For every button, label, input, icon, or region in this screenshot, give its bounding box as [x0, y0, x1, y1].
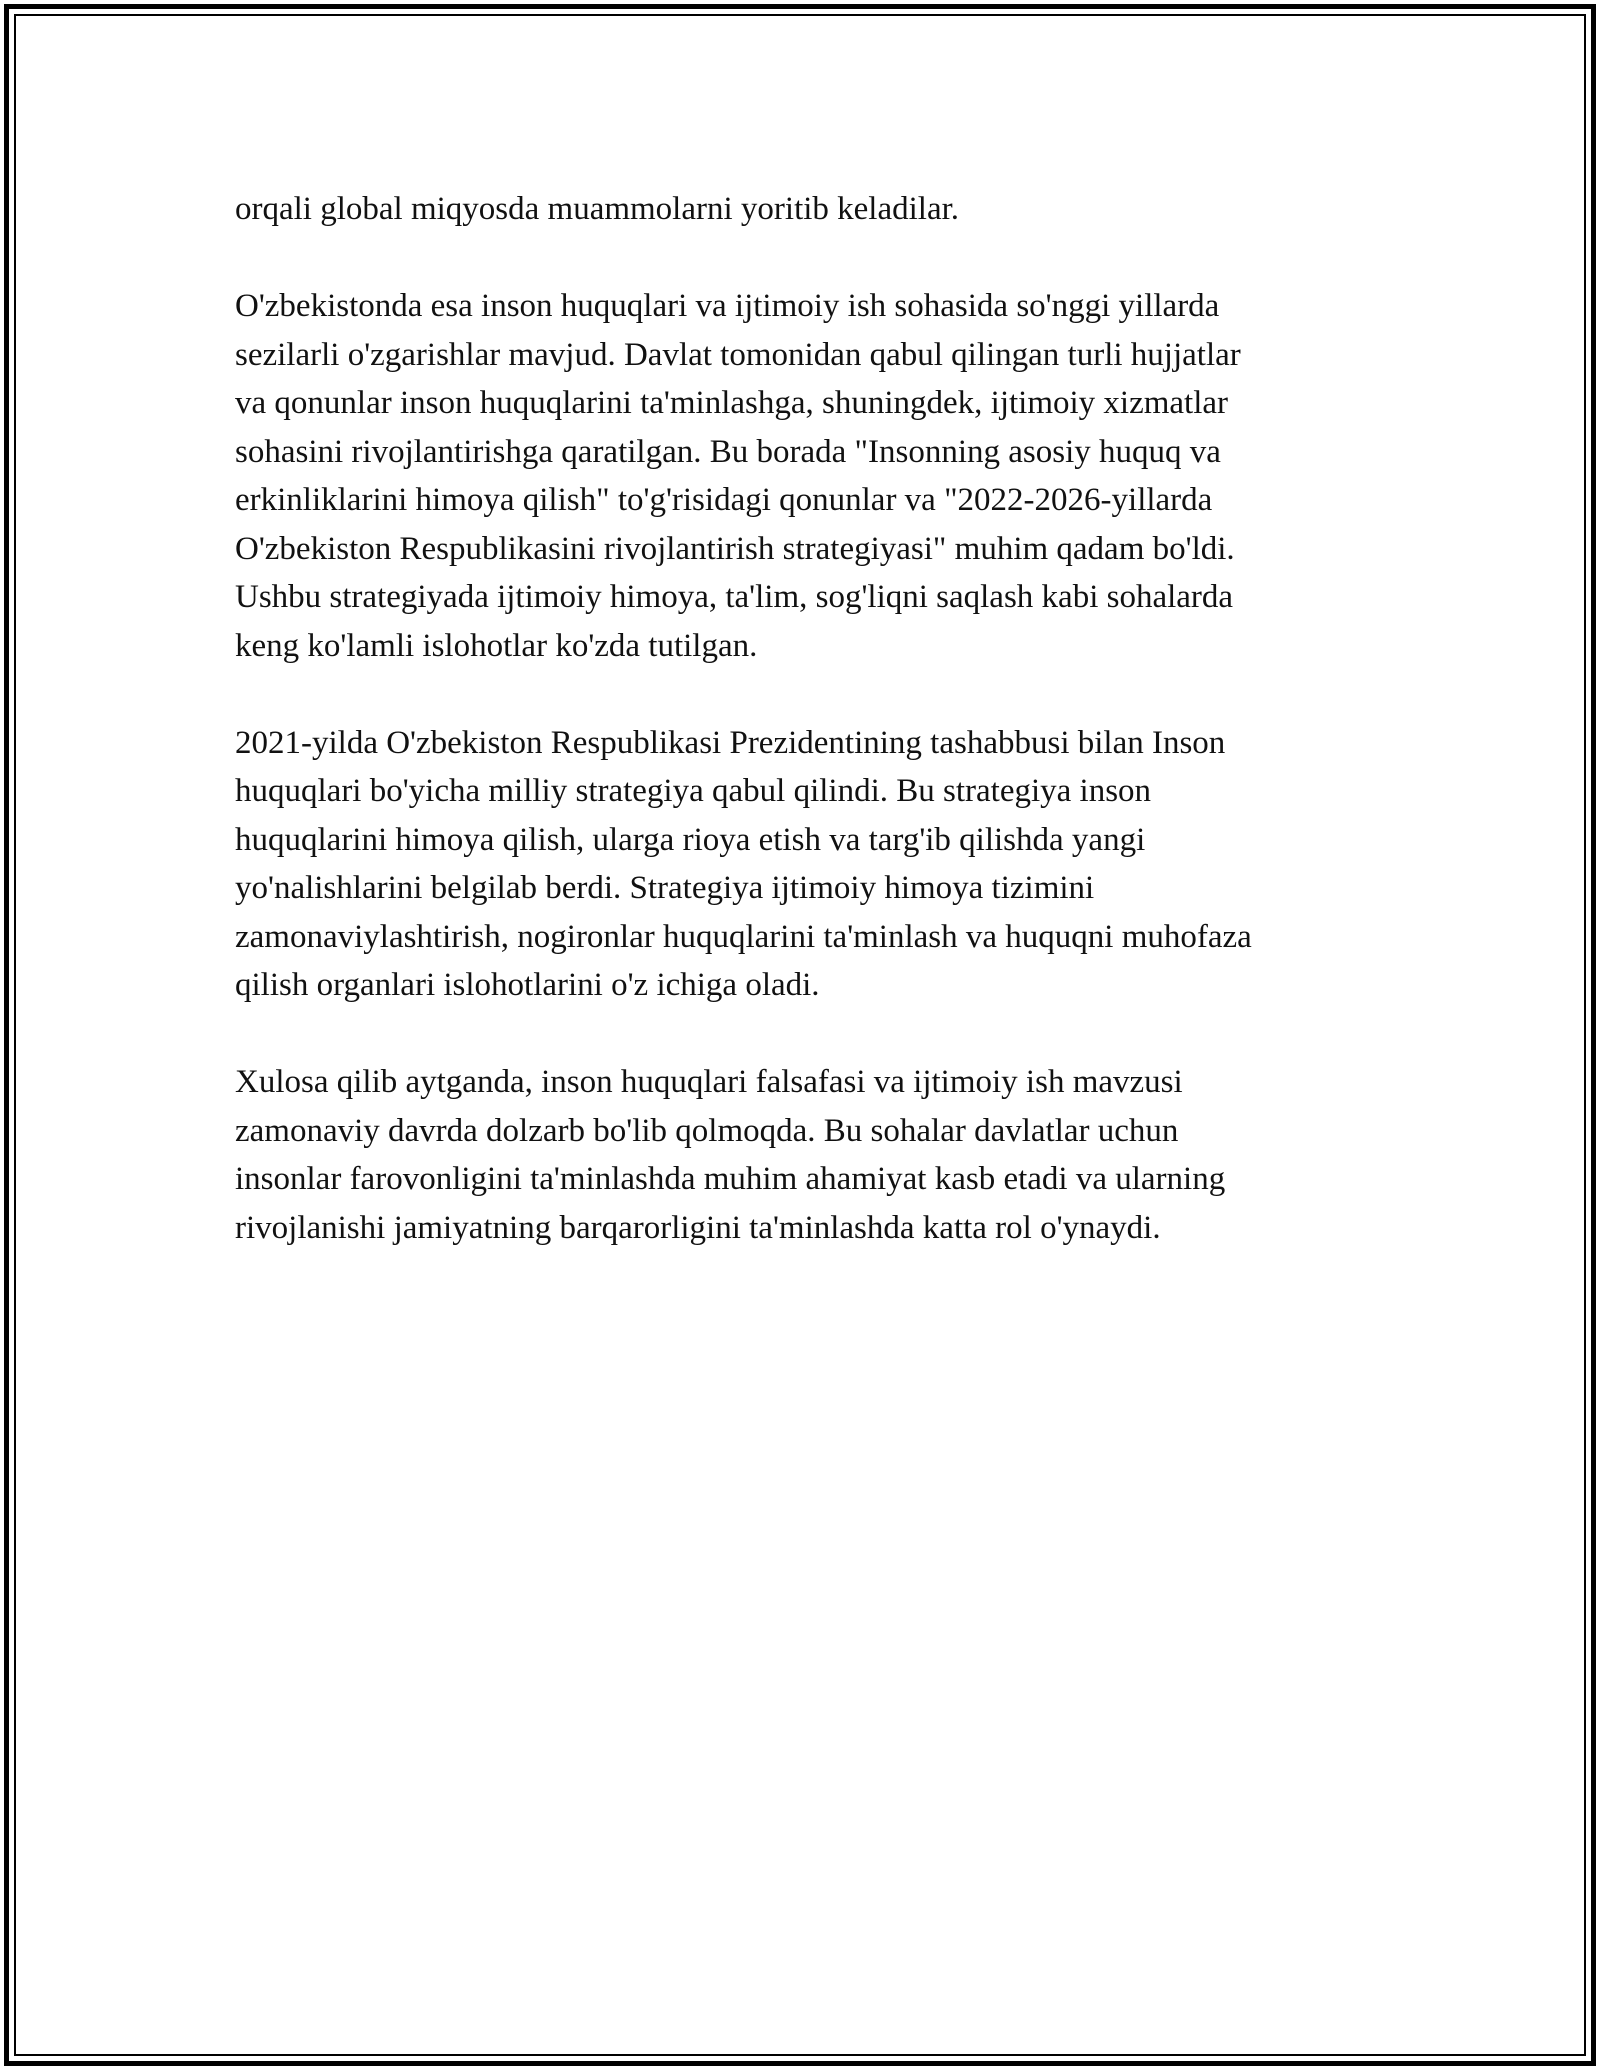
paragraph-national-strategy: 2021-yilda O'zbekiston Respublikasi Prezidentining tashabbusi bilan Inson huquqlari bo'yicha milliy strategiya qabul qilindi. Bu strategiya inson huquqlarini himoya qilish, ularga rioya etish va targ'ib qilishda yangi yo'nalishlarini belgilab berdi. Strategiya ijtimoiy himoya tizimini zamonaviylashtirish, nogironlar huquqlarini ta'minlash va huquqni muhofaza qilish organlari islohotlarini o'z ichiga oladi. [235, 724, 1252, 1003]
paragraph-uzbekistan-reforms: O'zbekistonda esa inson huquqlari va ijtimoiy ish sohasida so'nggi yillarda sezilarli o'zgarishlar mavjud. Davlat tomonidan qabul qilingan turli hujjatlar va qonunlar inson huquqlarini ta'minlashga, shuningdek, ijtimoiy xizmatlar sohasini rivojlantirishga qaratilgan. Bu borada "Insonning asosiy huquq va erkinliklarini himoya qilish" to'g'risidagi qonunlar va "2022-2026-yillarda O'zbekiston Respublikasini rivojlantirish strategiyasi" muhim qadam bo'ldi. Ushbu strategiyada ijtimoiy himoya, ta'lim, sog'liqni saqlash kabi sohalarda keng ko'lamli islohotlar ko'zda tutilgan. [235, 288, 1241, 664]
paragraph-conclusion: Xulosa qilib aytganda, inson huquqlari falsafasi va ijtimoiy ish mavzusi zamonaviy davrda dolzarb bo'lib qolmoqda. Bu sohalar davlatlar uchun insonlar farovonligini ta'minlashda muhim ahamiyat kasb etadi va ularning rivojlanishi jamiyatning barqarorligini ta'minlashda katta rol o'ynaydi. [235, 1064, 1226, 1246]
paragraph-continuation: orqali global miqyosda muammolarni yoritib keladilar. [235, 191, 960, 227]
document-body [235, 185, 1395, 1301]
